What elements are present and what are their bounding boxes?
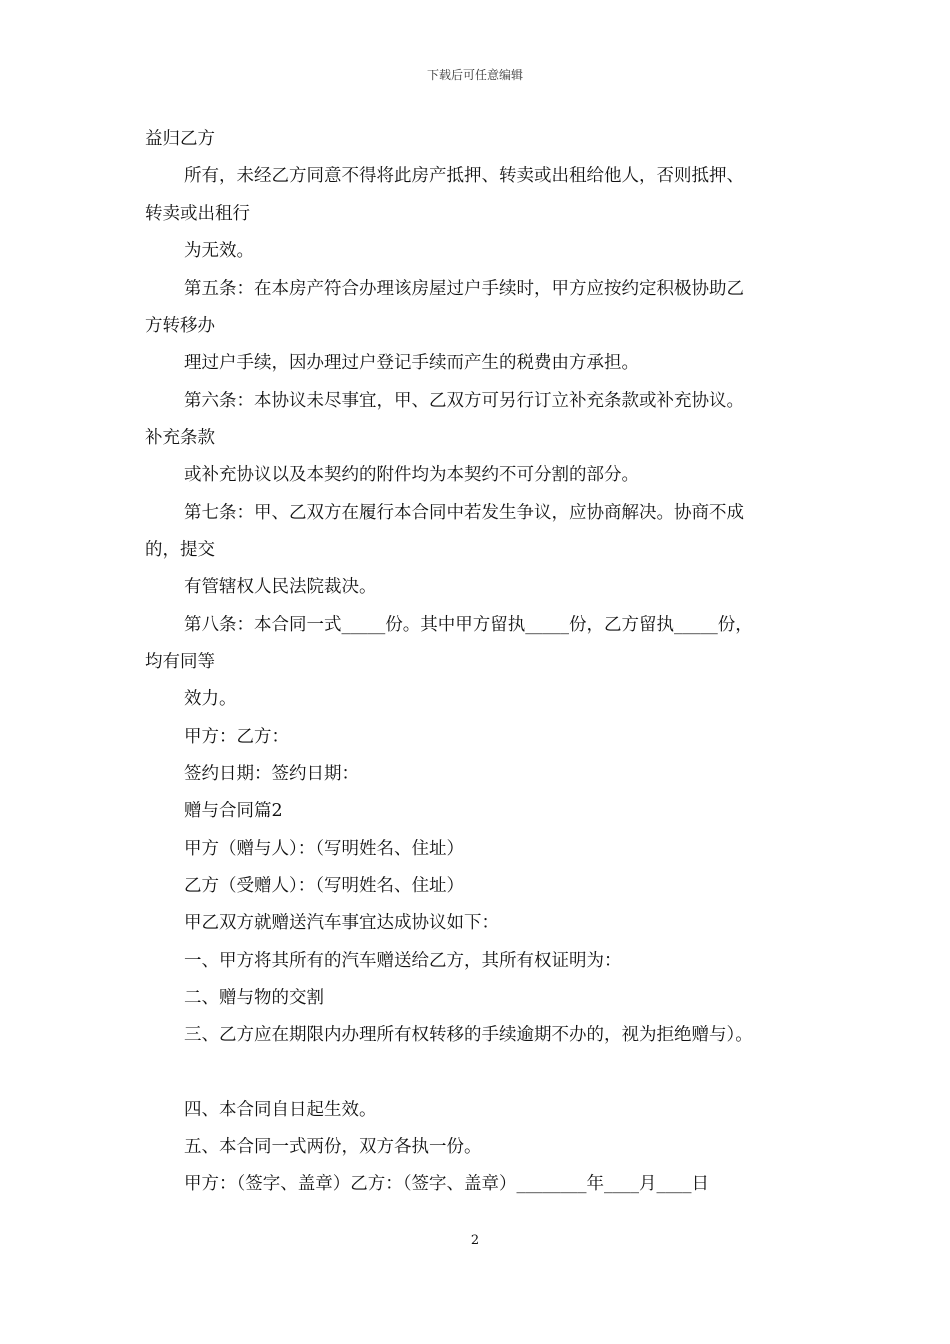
item-3: 三、乙方应在期限内办理所有权转移的手续逾期不办的，视为拒绝赠与）。: [184, 1025, 753, 1045]
item-1: 一、甲方将其所有的汽车赠送给乙方，其所有权证明为：: [184, 951, 622, 971]
text-line: 的，提交: [145, 540, 215, 560]
signature-line: 甲方：乙方：: [184, 727, 289, 747]
text-line: 益归乙方: [145, 129, 215, 149]
text-line: 或补充协议以及本契约的附件均为本契约不可分割的部分。: [184, 465, 639, 485]
text-line: 补充条款: [145, 428, 215, 448]
text-line: 均有同等: [145, 652, 215, 672]
item-4: 四、本合同自日起生效。: [184, 1100, 377, 1120]
clause-7: 第七条：甲、乙双方在履行本合同中若发生争议，应协商解决。协商不成: [184, 503, 744, 523]
clause-6: 第六条：本协议未尽事宜，甲、乙双方可另行订立补充条款或补充协议。: [184, 391, 744, 411]
section-title: 赠与合同篇2: [184, 801, 283, 821]
clause-5: 第五条：在本房产符合办理该房屋过户手续时，甲方应按约定积极协助乙: [184, 279, 744, 299]
clause-8: 第八条：本合同一式_____份。其中甲方留执_____份，乙方留执_____份，: [184, 615, 753, 635]
date-line: 签约日期：签约日期：: [184, 764, 359, 784]
signature-date-line: 甲方：（签字、盖章）乙方：（签字、盖章）________年____月____日: [184, 1174, 709, 1194]
text-line: 方转移办: [145, 316, 215, 336]
text-line: 理过户手续，因办理过户登记手续而产生的税费由方承担。: [184, 353, 639, 373]
item-2: 二、赠与物的交割: [184, 988, 324, 1008]
text-line: 为无效。: [184, 241, 254, 261]
party-a-line: 甲方（赠与人）：（写明姓名、住址）: [184, 839, 464, 859]
text-line: 转卖或出租行: [145, 204, 250, 224]
page-header: 下载后可任意编辑: [426, 68, 523, 82]
party-b-line: 乙方（受赠人）：（写明姓名、住址）: [184, 876, 464, 896]
text-line: 所有，未经乙方同意不得将此房产抵押、转卖或出租给他人，否则抵押、: [184, 166, 744, 186]
text-line: 有管辖权人民法院裁决。: [184, 577, 377, 597]
text-line: 甲乙双方就赠送汽车事宜达成协议如下：: [184, 913, 499, 933]
page-number: 2: [470, 1233, 480, 1248]
text-line: 效力。: [184, 689, 237, 709]
item-5: 五、本合同一式两份，双方各执一份。: [184, 1137, 482, 1157]
